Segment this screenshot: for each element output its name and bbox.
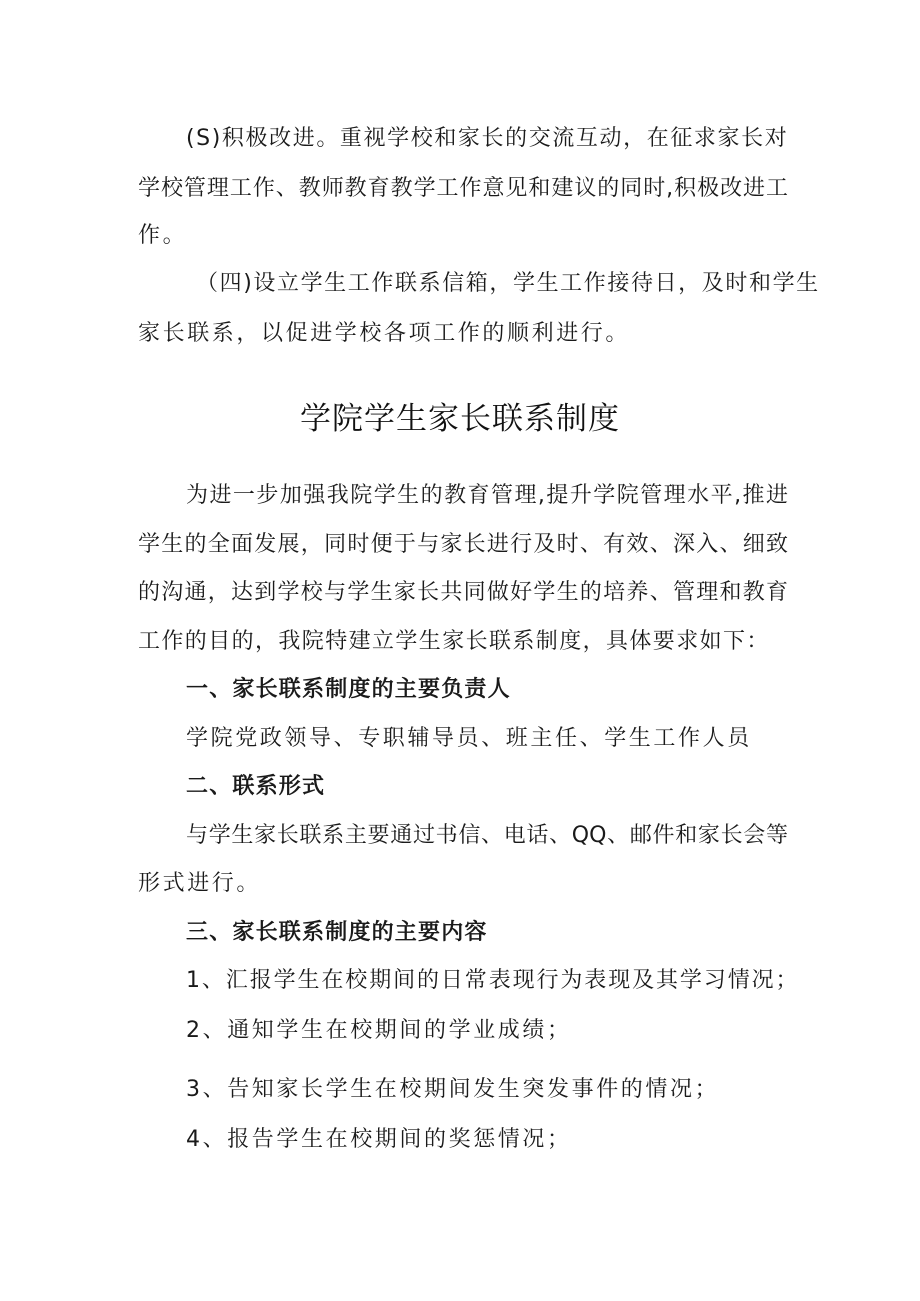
section-1-heading: 一、家长联系制度的主要负责人 [186,677,511,702]
section-1-body: 学院党政领导、专职辅导员、班主任、学生工作人员 [186,726,752,751]
paragraph-4-line-2: 家长联系，以促进学校各项工作的顺利进行。 [138,321,631,346]
section-3-item: 2、通知学生在校期间的学业成绩； [186,1018,572,1043]
paragraph-s-line-3: 作。 [138,223,188,248]
section-2-body-line-2: 形式进行。 [138,871,262,896]
section-3-item: 1、汇报学生在校期间的日常表现行为表现及其学习情况； [186,968,800,993]
intro-line-3: 的沟通，达到学校与学生家长共同做好学生的培养、管理和教育 [138,580,788,605]
section-3-item: 4、报告学生在校期间的奖惩情况； [186,1127,572,1152]
section-2-heading: 二、联系形式 [186,774,326,799]
section-3-item: 3、告知家长学生在校期间发生突发事件的情况； [186,1077,720,1102]
section-3-heading: 三、家长联系制度的主要内容 [186,920,488,945]
paragraph-s-line-1: (S)积极改进。重视学校和家长的交流互动，在征求家长对 [186,126,789,151]
paragraph-s-line-2: 学校管理工作、教师教育教学工作意见和建议的同时,积极改进工 [138,176,788,201]
intro-line-4: 工作的目的，我院特建立学生家长联系制度，具体要求如下： [138,629,770,654]
intro-line-2: 学生的全面发展，同时便于与家长进行及时、有效、深入、细致 [138,532,788,557]
intro-line-1: 为进一步加强我院学生的教育管理,提升学院管理水平,推进 [186,483,788,508]
section-2-body-line-1: 与学生家长联系主要通过书信、电话、QQ、邮件和家长会等 [186,823,788,848]
document-title: 学院学生家长联系制度 [300,401,620,437]
paragraph-4-line-1: （四)设立学生工作联系信箱，学生工作接待日，及时和学生 [196,271,820,296]
